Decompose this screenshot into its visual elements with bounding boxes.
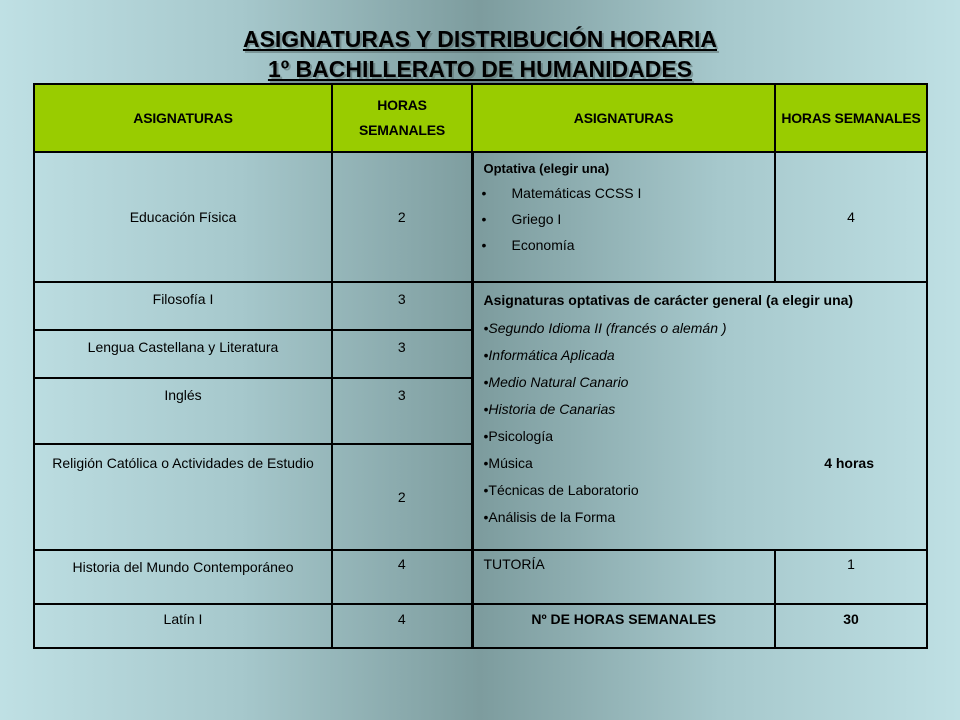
table-row (34, 550, 927, 604)
optativa-list (474, 180, 775, 258)
subject-cell: Lengua Castellana y Literatura (34, 330, 332, 378)
table-row (34, 152, 927, 282)
total-label: Nº DE HORAS SEMANALES (472, 604, 775, 648)
list-item: •Música (483, 455, 533, 471)
total-hours: 30 (775, 604, 927, 648)
hours-cell: 2 (332, 152, 472, 282)
header-hours-right: HORAS SEMANALES (775, 84, 927, 152)
general-hours-note: 4 horas (824, 455, 874, 471)
title-line-1: ASIGNATURAS Y DISTRIBUCIÓN HORARIA (242, 26, 718, 52)
hours-cell: 3 (332, 378, 472, 444)
schedule-table (33, 83, 928, 649)
subject-cell: Religión Católica o Actividades de Estudio (34, 444, 332, 550)
header-subject-right: ASIGNATURAS (472, 84, 775, 152)
table-row (34, 604, 927, 648)
list-item: •Medio Natural Canario (483, 374, 629, 390)
list-item: •Historia de Canarias (483, 401, 616, 417)
subject-cell: Latín I (34, 604, 332, 648)
list-item: •Psicología (483, 428, 553, 444)
table-row (34, 282, 927, 330)
tutoria-hours: 1 (775, 550, 927, 604)
list-item: •Informática Aplicada (483, 347, 615, 363)
header-subject-left: ASIGNATURAS (34, 84, 332, 152)
list-item: • Economía (482, 232, 775, 258)
hours-cell: 2 (332, 444, 472, 550)
subject-cell: Filosofía I (34, 282, 332, 330)
list-item: •Segundo Idioma II (francés o alemán ) (483, 320, 727, 336)
list-item: • Griego I (482, 206, 775, 232)
subject-cell: Historia del Mundo Contemporáneo (34, 550, 332, 604)
subject-cell: Inglés (34, 378, 332, 444)
general-heading: Asignaturas optativas de carácter general (a elegir una) (483, 292, 854, 308)
hours-cell: 3 (332, 282, 472, 330)
hours-cell: 3 (332, 330, 472, 378)
hours-cell: 4 (332, 550, 472, 604)
optativa-hours: 4 (775, 152, 927, 282)
subject-cell: Educación Física (34, 152, 332, 282)
optativa-heading: Optativa (elegir una) (483, 161, 610, 176)
header-row (34, 84, 927, 152)
list-item: •Análisis de la Forma (483, 509, 616, 525)
list-item: •Técnicas de Laboratorio (483, 482, 639, 498)
title-line-2: 1º BACHILLERATO DE HUMANIDADES (267, 56, 693, 82)
list-item: • Matemáticas CCSS I (482, 180, 775, 206)
header-hours-left: HORAS SEMANALES (332, 84, 472, 152)
general-optativas-cell (472, 282, 927, 550)
tutoria-label: TUTORÍA (472, 550, 775, 604)
optativa-cell (472, 152, 775, 282)
hours-cell: 4 (332, 604, 472, 648)
